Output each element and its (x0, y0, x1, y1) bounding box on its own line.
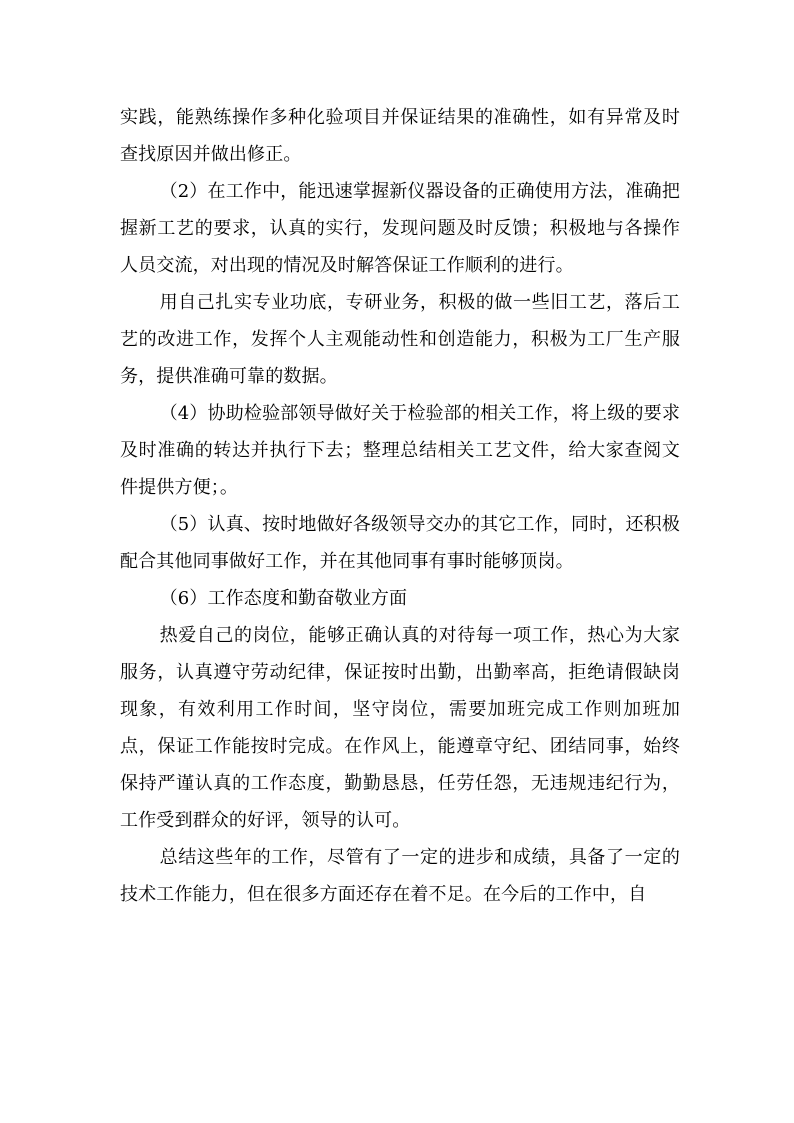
paragraph-4: （4）协助检验部领导做好关于检验部的相关工作，将上级的要求及时准确的转达并执行下去；整理总结相关工艺文件，给大家查阅文件提供方便；。 (120, 403, 680, 498)
paragraph-1: 实践，能熟练操作多种化验项目并保证结果的准确性，如有异常及时查找原因并做出修正。 (120, 107, 680, 165)
paragraph-2: （2）在工作中，能迅速掌握新仪器设备的正确使用方法，准确把握新工艺的要求，认真的实行，发现问题及时反馈；积极地与各操作人员交流，对出现的情况及时解答保证工作顺利的进行。 (120, 181, 680, 276)
paragraph-6-heading: （6）工作态度和勤奋敬业方面 (159, 588, 408, 609)
paragraph-8: 总结这些年的工作，尽管有了一定的进步和成绩，具备了一定的技术工作能力，但在很多方面还存在着不足。在今后的工作中，自 (120, 847, 680, 905)
paragraph-5: （5）认真、按时地做好各级领导交办的其它工作，同时，还积极配合其他同事做好工作，并在其他同事有事时能够顶岗。 (120, 514, 680, 572)
paragraph-3: 用自己扎实专业功底，专研业务，积极的做一些旧工艺，落后工艺的改进工作，发挥个人主观能动性和创造能力，积极为工厂生产服务，提供准确可靠的数据。 (120, 292, 680, 387)
paragraph-7: 热爱自己的岗位，能够正确认真的对待每一项工作，热心为大家服务，认真遵守劳动纪律，保证按时出勤，出勤率高，拒绝请假缺岗现象，有效利用工作时间，坚守岗位，需要加班完成工作则加班加点，保证工作能按时完成。在作风上，能遵章守纪、团结同事，始终保持严谨认真的工作态度，勤勤恳恳，任劳任怨，无违规违纪行为，工作受到群众的好评，领导的认可。 (120, 625, 680, 831)
document-body (120, 99, 680, 913)
